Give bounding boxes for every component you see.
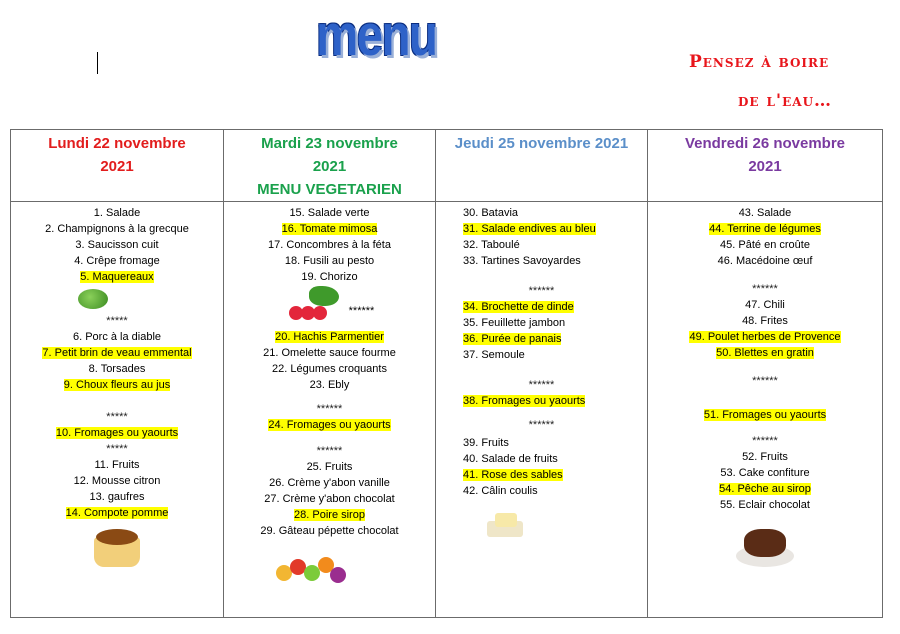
menu-item: 46. Macédoine œuf [717,255,813,267]
menu-item: 8. Torsades [88,363,146,375]
header-row [11,130,883,202]
menu-item: 39. Fruits [463,437,509,449]
column-vendredi [648,202,883,618]
menu-item: 45. Pâté en croûte [720,239,810,251]
menu-item-highlighted: 44. Terrine de légumes [709,223,821,235]
separator: ****** [528,285,555,297]
menu-item: 53. Cake confiture [720,467,810,479]
chocolate-cake-image [736,515,794,573]
column-lundi [11,202,224,618]
menu-item-highlighted: 54. Pêche au sirop [719,483,811,495]
menu-item: 3. Saucisson cuit [75,239,159,251]
menu-item: 1. Salade [93,207,141,219]
reminder-line-1: Pensez à boire [689,52,830,72]
menu-item: 22. Légumes croquants [272,363,387,375]
menu-item-highlighted: 49. Poulet herbes de Provence [689,331,841,343]
day-title: Mardi 23 novembre [261,135,398,152]
radish-image [285,286,345,322]
menu-item: 13. gaufres [89,491,145,503]
reminder-line-2: de l'eau… [738,91,833,111]
column-jeudi [436,202,648,618]
lettuce-image [78,289,108,309]
menu-item: 12. Mousse citron [73,475,161,487]
menu-item-highlighted: 51. Fromages ou yaourts [703,409,827,421]
menu-table [10,129,883,618]
menu-item: 27. Crème y'abon chocolat [264,493,395,505]
menu-item: 18. Fusili au pesto [284,255,375,267]
day-title: Vendredi 26 novembre [684,135,846,152]
text-cursor [97,52,98,74]
day-title: Lundi 22 novembre [48,135,186,152]
menu-item-highlighted: 20. Hachis Parmentier [275,331,384,343]
menu-title: menu [316,3,437,68]
separator: ***** [106,315,128,327]
menu-vegetarien-label: MENU VEGETARIEN [257,181,402,198]
separator: ****** [316,445,343,457]
header-vendredi [648,130,883,202]
menu-item: 52. Fruits [742,451,788,463]
menu-item: 47. Chili [745,299,785,311]
menu-item-highlighted: 34. Brochette de dinde [463,301,574,313]
fruit-basket-image [272,549,352,587]
menu-item: 30. Batavia [463,207,519,219]
menu-item: 25. Fruits [306,461,353,473]
menu-item: 2. Champignons à la grecque [45,223,189,235]
menu-item-highlighted: 5. Maquereaux [80,271,154,283]
menu-item: 40. Salade de fruits [463,453,558,465]
menu-item: 48. Frites [742,315,788,327]
header-mardi [224,130,436,202]
menu-item: 6. Porc à la diable [72,331,162,343]
menu-item: 33. Tartines Savoyardes [463,255,581,267]
cheese-image [485,509,529,541]
separator: ****** [752,375,778,387]
menu-item: 37. Semoule [463,349,525,361]
menu-item: 17. Concombres à la féta [268,239,391,251]
menu-item-highlighted: 7. Petit brin de veau emmental [42,347,192,359]
menu-item: 29. Gâteau pépette chocolat [260,525,399,537]
separator: ****** [348,305,375,317]
menu-item: 11. Fruits [94,459,140,471]
flan-image [90,523,144,575]
menu-item: 4. Crêpe fromage [74,255,160,267]
menu-item: 21. Omelette sauce fourme [263,347,396,359]
menu-item-highlighted: 9. Choux fleurs au jus [63,379,171,391]
separator: ****** [528,379,555,391]
menu-item: 23. Ebly [309,379,350,391]
menu-item: 43. Salade [738,207,792,219]
menu-item: 42. Câlin coulis [463,485,538,497]
content-row [11,202,883,618]
menu-item: 19. Chorizo [301,271,358,283]
menu-item: 15. Salade verte [289,207,370,219]
menu-item-highlighted: 16. Tomate mimosa [281,223,378,235]
header-lundi [11,130,224,202]
day-title: Jeudi 25 novembre 2021 [454,135,629,152]
day-year: 2021 [312,158,347,175]
menu-item-highlighted: 31. Salade endives au bleu [463,223,596,235]
menu-item-highlighted: 50. Blettes en gratin [716,347,814,359]
menu-item: 55. Eclair chocolat [720,499,810,511]
menu-item-highlighted: 14. Compote pomme [65,507,169,519]
menu-item-highlighted: 28. Poire sirop [294,509,365,521]
menu-item-highlighted: 24. Fromages ou yaourts [268,419,391,431]
separator: ***** [106,411,128,423]
day-year: 2021 [748,158,782,175]
menu-item-highlighted: 41. Rose des sables [463,469,563,481]
menu-item-highlighted: 38. Fromages ou yaourts [463,395,586,407]
menu-item: 26. Crème y'abon vanille [269,477,390,489]
header-jeudi [436,130,648,202]
column-mardi [224,202,436,618]
day-year: 2021 [100,158,134,175]
menu-item: 32. Taboulé [463,239,520,251]
separator: ****** [752,435,778,447]
menu-item: 35. Feuillette jambon [463,317,566,329]
separator: ***** [106,443,128,455]
menu-item-highlighted: 36. Purée de panais [463,333,562,345]
separator: ****** [528,419,555,431]
separator: ****** [752,283,778,295]
menu-item-highlighted: 10. Fromages ou yaourts [55,427,179,439]
separator: ****** [316,403,343,415]
